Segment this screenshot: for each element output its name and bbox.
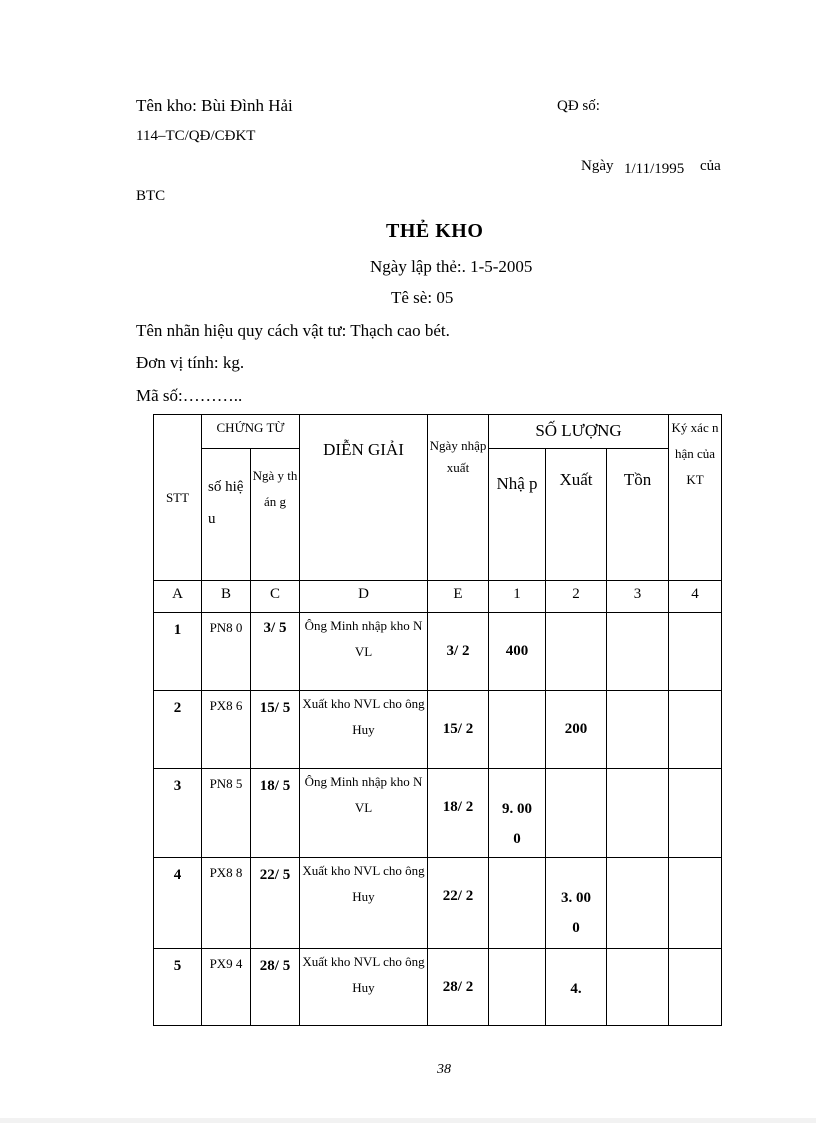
header-in: Nhậ p xyxy=(489,449,546,581)
row-in xyxy=(489,858,546,949)
header-voucher: CHỨNG TỪ xyxy=(202,415,300,449)
page-title: THẺ KHO xyxy=(386,220,484,242)
row-in xyxy=(489,949,546,1026)
row-sign xyxy=(669,949,722,1026)
header-stt: STT xyxy=(154,415,202,581)
header-sign: Ký xác nhận của KT xyxy=(669,415,722,581)
material-name: Tên nhãn hiệu quy cách vật tư: Thạch cao bét. xyxy=(136,321,450,340)
table-row xyxy=(154,769,722,858)
row-io-date: 22/ 2 xyxy=(428,858,489,949)
letter-cell: 3 xyxy=(607,581,669,613)
row-stock xyxy=(607,769,669,858)
header-voucher-date: Ngà y thán g xyxy=(251,449,300,581)
row-description: Xuất kho NVL cho ông Huy xyxy=(300,691,428,769)
decision-number-label: QĐ số: xyxy=(557,98,600,114)
created-date: Ngày lập thẻ:. 1-5-2005 xyxy=(370,257,533,276)
letter-cell: 4 xyxy=(669,581,722,613)
row-out: 4. xyxy=(546,949,607,1026)
row-voucher-no: PN8 5 xyxy=(202,769,251,858)
header-out: Xuất xyxy=(546,449,607,581)
header-quantity: SỐ LƯỢNG xyxy=(489,415,669,449)
row-in: 400 xyxy=(489,613,546,691)
row-sign xyxy=(669,858,722,949)
row-voucher-date: 22/ 5 xyxy=(251,858,300,949)
letter-cell: D xyxy=(300,581,428,613)
row-stock xyxy=(607,949,669,1026)
row-stt: 2 xyxy=(154,691,202,769)
row-voucher-date: 15/ 5 xyxy=(251,691,300,769)
row-description: Xuất kho NVL cho ông Huy xyxy=(300,949,428,1026)
row-description: Ông Minh nhập kho NVL xyxy=(300,613,428,691)
row-description: Xuất kho NVL cho ông Huy xyxy=(300,858,428,949)
letter-cell: B xyxy=(202,581,251,613)
header-description: DIỄN GIẢI xyxy=(300,415,428,581)
table-row xyxy=(154,949,722,1026)
row-sign xyxy=(669,691,722,769)
letter-cell: 2 xyxy=(546,581,607,613)
issuer: BTC xyxy=(136,188,166,204)
of-label: của xyxy=(700,158,721,174)
row-io-date: 18/ 2 xyxy=(428,769,489,858)
letter-cell: 1 xyxy=(489,581,546,613)
stock-card-table xyxy=(153,414,722,1026)
header-voucher-no: số hiệu xyxy=(202,449,251,581)
header-io-date: Ngày nhập xuất xyxy=(428,415,489,581)
row-sign xyxy=(669,613,722,691)
unit: Đơn vị tính: kg. xyxy=(136,353,245,372)
date-value: 1/11/1995 xyxy=(624,161,685,177)
date-label: Ngày xyxy=(581,158,614,174)
table-row xyxy=(154,613,722,691)
row-stock xyxy=(607,691,669,769)
row-description: Ông Minh nhập kho NVL xyxy=(300,769,428,858)
letter-cell: A xyxy=(154,581,202,613)
row-io-date: 3/ 2 xyxy=(428,613,489,691)
row-stt: 3 xyxy=(154,769,202,858)
row-voucher-no: PN8 0 xyxy=(202,613,251,691)
table-row xyxy=(154,691,722,769)
page-number: 38 xyxy=(437,1062,451,1077)
row-stt: 1 xyxy=(154,613,202,691)
row-stock xyxy=(607,858,669,949)
row-sign xyxy=(669,769,722,858)
row-out: 200 xyxy=(546,691,607,769)
letter-cell: C xyxy=(251,581,300,613)
store-name: Tên kho: Bùi Đình Hải xyxy=(136,96,293,115)
row-voucher-date: 28/ 5 xyxy=(251,949,300,1026)
row-stock xyxy=(607,613,669,691)
row-io-date: 15/ 2 xyxy=(428,691,489,769)
row-voucher-no: PX8 8 xyxy=(202,858,251,949)
row-stt: 5 xyxy=(154,949,202,1026)
row-voucher-date: 18/ 5 xyxy=(251,769,300,858)
letter-cell: E xyxy=(428,581,489,613)
page-bottom-edge xyxy=(0,1118,816,1123)
row-in xyxy=(489,691,546,769)
row-out: 3. 000 xyxy=(546,858,607,949)
row-voucher-no: PX9 4 xyxy=(202,949,251,1026)
row-io-date: 28/ 2 xyxy=(428,949,489,1026)
row-out xyxy=(546,613,607,691)
row-out xyxy=(546,769,607,858)
row-in: 9. 000 xyxy=(489,769,546,858)
row-voucher-date: 3/ 5 xyxy=(251,613,300,691)
table-row xyxy=(154,858,722,949)
row-stt: 4 xyxy=(154,858,202,949)
sheet-number: Tê sè: 05 xyxy=(391,288,454,307)
header-stock: Tồn xyxy=(607,449,669,581)
material-code: Mã số:……….. xyxy=(136,386,243,405)
decision-code: 114–TC/QĐ/CĐKT xyxy=(136,128,256,144)
row-voucher-no: PX8 6 xyxy=(202,691,251,769)
